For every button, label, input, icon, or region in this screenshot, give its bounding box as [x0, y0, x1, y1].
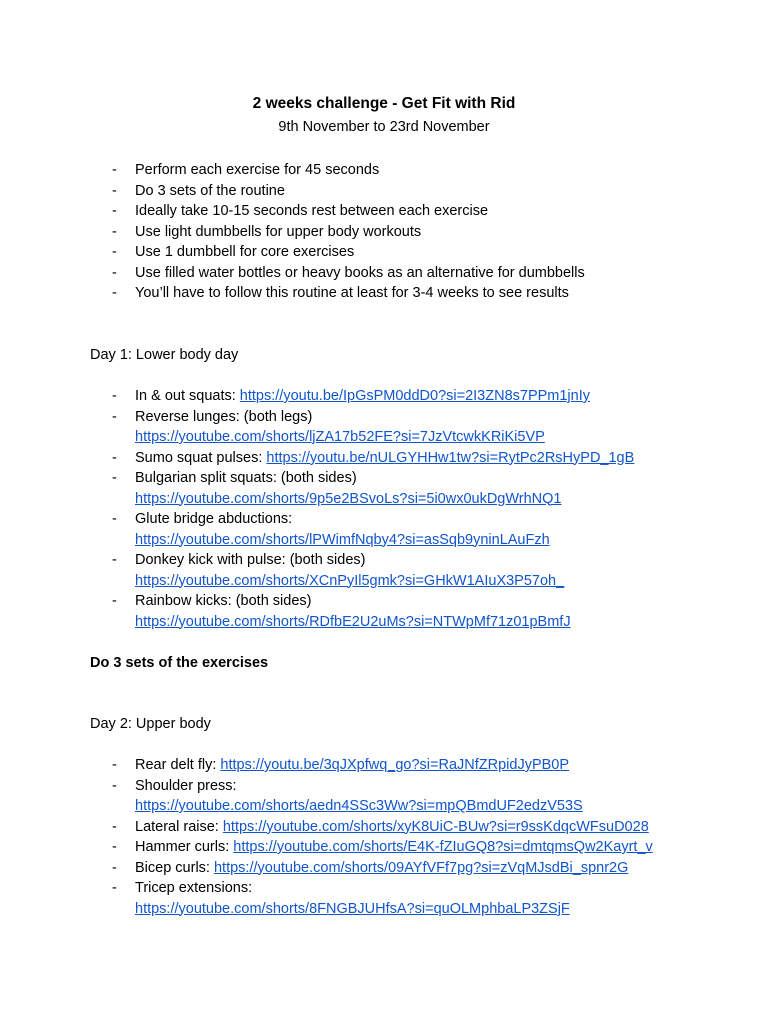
list-item [90, 201, 730, 222]
bullet-dash: - [112, 203, 117, 219]
bullet-dash: - [112, 449, 117, 466]
rule-text: Perform each exercise for 45 seconds [135, 162, 380, 178]
day1-exercise-list [90, 386, 730, 632]
rule-text: Do 3 sets of the routine [135, 182, 285, 199]
exercise-label: Hammer curls: [135, 839, 234, 855]
rule-text: Ideally take 10-15 seconds rest between each exercise [135, 203, 489, 219]
exercise-video-link[interactable]: https://youtube.com/shorts/xyK8UiC-BUw?si=r9ssKdqcWFsuD028 [222, 818, 649, 835]
bullet-dash: - [112, 818, 117, 835]
exercise-video-link[interactable]: https://youtube.com/shorts/RDfbE2U2uMs?si=NTWpMf71z01pBmfJ [135, 613, 571, 630]
rule-text: You’ll have to follow this routine at least for 3-4 weeks to see results [135, 285, 569, 301]
list-item [90, 181, 730, 202]
bullet-dash: - [112, 223, 117, 240]
bullet-dash: - [112, 839, 117, 855]
rules-list [90, 160, 730, 304]
exercise-item [90, 509, 730, 550]
list-item [90, 263, 730, 284]
exercise-video-link[interactable]: https://youtube.com/shorts/lPWimfNqby4?si=asSqb9yninLAuFzh [135, 531, 550, 548]
exercise-item [90, 386, 730, 407]
list-item [90, 222, 730, 243]
document-title: 2 weeks challenge - Get Fit with Rid [252, 95, 516, 112]
exercise-item [90, 591, 730, 632]
exercise-label: Rear delt fly: [135, 757, 221, 773]
day1-section [90, 386, 730, 632]
exercise-video-link[interactable]: https://youtube.com/shorts/09AYfVFf7pg?si=zVqMJsdBi_spnr2G [213, 859, 629, 876]
exercise-item [90, 878, 730, 919]
sets-note: Do 3 sets of the exercises [90, 655, 269, 671]
bullet-dash: - [112, 777, 117, 794]
exercise-item [90, 858, 730, 879]
exercise-item [90, 407, 730, 448]
day2-exercise-list [90, 755, 730, 919]
exercise-item [90, 817, 730, 838]
document-subtitle: 9th November to 23rd November [278, 119, 490, 135]
exercise-label: Donkey kick with pulse: (both sides) [135, 552, 366, 568]
exercise-video-link[interactable]: https://youtube.com/shorts/ljZA17b52FE?si=7JzVtcwkKRiKi5VP [135, 429, 545, 445]
bullet-dash: - [112, 859, 117, 876]
exercise-label: Bicep curls: [135, 859, 214, 876]
exercise-video-link[interactable]: https://youtu.be/nULGYHHw1tw?si=RytPc2RsHyPD_1gB [266, 449, 635, 466]
exercise-label: Tricep extensions: [135, 880, 253, 896]
exercise-item [90, 776, 730, 817]
rule-text: Use filled water bottles or heavy books as an alternative for dumbbells [135, 264, 585, 281]
list-item [90, 160, 730, 181]
exercise-item [90, 448, 730, 469]
bullet-dash: - [112, 285, 117, 301]
exercise-item [90, 755, 730, 776]
exercise-label: Glute bridge abductions: [135, 511, 293, 527]
bullet-dash: - [112, 264, 117, 281]
list-item [90, 242, 730, 263]
rules-section [90, 160, 730, 304]
exercise-video-link[interactable]: https://youtube.com/shorts/aedn4SSc3Ww?si=mpQBmdUF2edzV53S [135, 798, 583, 814]
bullet-dash: - [112, 470, 117, 486]
rule-text: Use 1 dumbbell for core exercises [135, 244, 355, 260]
exercise-video-link[interactable]: https://youtu.be/3qJXpfwq_go?si=RaJNfZRpidJyPB0P [220, 757, 570, 773]
bullet-dash: - [112, 593, 117, 609]
exercise-video-link[interactable]: https://youtube.com/shorts/XCnPyIl5gmk?si=GHkW1AIuX3P57oh_ [135, 572, 565, 589]
bullet-dash: - [112, 880, 117, 896]
bullet-dash: - [112, 408, 117, 425]
exercise-label: Reverse lunges: (both legs) [135, 408, 313, 425]
exercise-video-link[interactable]: https://youtube.com/shorts/8FNGBJUHfsA?si=quOLMphbaLP3ZSjF [135, 900, 570, 917]
bullet-dash: - [112, 511, 117, 527]
exercise-video-link[interactable]: https://youtube.com/shorts/9p5e2BSvoLs?si=5i0wx0ukDgWrhNQ1 [135, 490, 562, 507]
day2-section [90, 755, 730, 919]
exercise-item [90, 837, 730, 858]
exercise-label: In & out squats: [135, 388, 240, 404]
exercise-label: Rainbow kicks: (both sides) [135, 593, 312, 609]
day2-heading: Day 2: Upper body [90, 716, 211, 732]
exercise-video-link[interactable]: https://youtube.com/shorts/E4K-fZIuGQ8?si=dmtqmsQw2Kayrt_v [233, 839, 653, 855]
exercise-item [90, 550, 730, 591]
exercise-video-link[interactable]: https://youtu.be/IpGsPM0ddD0?si=2I3ZN8s7PPm1jnIy [239, 388, 590, 404]
list-item [90, 283, 730, 304]
rule-text: Use light dumbbells for upper body workouts [135, 223, 422, 240]
exercise-label: Sumo squat pulses: [135, 449, 267, 466]
day1-heading: Day 1: Lower body day [90, 347, 239, 363]
bullet-dash: - [112, 757, 117, 773]
exercise-label: Bulgarian split squats: (both sides) [135, 470, 357, 486]
exercise-item [90, 468, 730, 509]
bullet-dash: - [112, 552, 117, 568]
bullet-dash: - [112, 182, 117, 199]
exercise-label: Lateral raise: [135, 818, 223, 835]
bullet-dash: - [112, 162, 117, 178]
bullet-dash: - [112, 244, 117, 260]
exercise-label: Shoulder press: [135, 777, 237, 794]
bullet-dash: - [112, 388, 117, 404]
